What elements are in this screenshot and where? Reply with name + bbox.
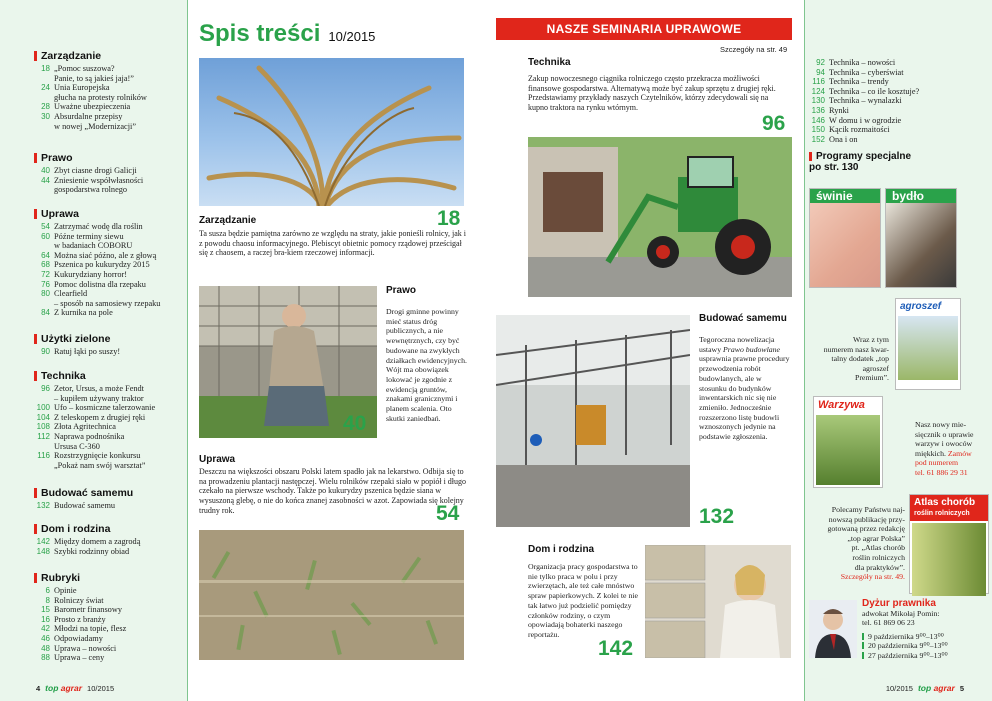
toc-item[interactable]: gospodarstwa rolnego <box>54 185 128 195</box>
toc-item[interactable]: 64 Można siać późno, ale z głową <box>41 250 157 260</box>
toc-item[interactable]: 72 Kukurydziany horror! <box>41 269 128 279</box>
toc-section-title: Dom i rodzina <box>36 523 184 535</box>
topagrar-logo: top agrar <box>45 683 83 693</box>
toc-item[interactable]: 80 Clearfield <box>41 289 88 299</box>
topagrar-logo: top agrar <box>917 683 955 693</box>
issue-number: 10/2015 <box>87 683 115 693</box>
page-title <box>199 20 375 48</box>
issue-number: 10/2015 <box>885 683 913 693</box>
feature-text-uprawa: Deszczu na większości obszaru Polski latem spadło jak na lekarstwo. Odbija się to na prowadzeniu plantacji następczej. Wielu rolników rzepaki siało w popiół i długo czekało na pierwsze wschody. Także po kukurydzy pszenica będzie siana w wysuszoną glebę, o nie do końca znanej zasobności w azot. Zapowiada się kolejny trudny rok. <box>199 467 467 515</box>
toc-section-title: Budować samemu <box>36 487 184 499</box>
feature-title-technika: Technika <box>528 57 571 68</box>
toc-item[interactable]: 48 Uprawa – nowości <box>41 643 117 653</box>
rubric-item[interactable]: 146 W domu i w ogrodzie <box>811 115 902 125</box>
seedlings-photo <box>199 530 464 660</box>
lawyer-title: Dyżur prawnika <box>862 598 936 609</box>
cover-bydlo[interactable]: bydło <box>885 188 957 288</box>
toc-item[interactable]: 46 Odpowiadamy <box>41 633 103 643</box>
toc-item[interactable]: 44 Zniesienie współwłasności <box>41 175 144 185</box>
toc-item[interactable]: – kupiłem używany traktor <box>54 393 144 403</box>
warzywa-text: Nasz nowy mie- sięcznik o uprawie warzyw i owoców miękkich. Zamów pod numerem tel. 61 886 29 31 <box>915 420 974 477</box>
toc-item[interactable]: 132 Budować samemu <box>36 501 116 510</box>
toc-item[interactable]: 42 Młodzi na topie, flesz <box>41 624 127 634</box>
feature-text-dom: Organizacja pracy gospodarstwa to nie tylko praca w polu i przy zwierzętach, ale też całe mnóstwo spraw papierkowych. Z kolei te nie tak łatwo już podzielić pomiędzy członków rodziny, o czym opowiadają bohaterki naszego reportażu. <box>528 562 638 639</box>
toc-item[interactable]: 148 Szybki rodzinny obiad <box>36 546 130 556</box>
toc-item[interactable]: – sposób na samosiewy rzepaku <box>54 298 161 308</box>
toc-item[interactable]: 90 Ratuj łąki po suszy! <box>41 347 121 356</box>
right-sidebar <box>804 0 992 701</box>
page-number: 5 <box>959 683 964 693</box>
toc-item[interactable]: 16 Prosto z branży <box>41 614 106 624</box>
programs-heading: Programy specjalne po str. 130 <box>809 151 912 173</box>
toc-item[interactable]: 18 „Pomoc suszowa? <box>41 64 115 73</box>
toc-section <box>36 208 184 318</box>
toc-section <box>36 152 184 195</box>
toc-title: Spis treści <box>199 20 321 47</box>
feature-text-technika: Zakup nowoczesnego ciągnika rolniczego często przekracza możliwości finansowe gospodarstwa. Alternatywą może być zakup sprzętu z drugiej ręki. Przedstawiamy przykłady naszych Czytelników, którzy zdecydowali się na kupno traktora na rynku wtórnym. <box>528 74 776 113</box>
toc-item[interactable]: 30 Absurdalne przepisy <box>41 111 123 121</box>
toc-item[interactable]: w nowej „Modernizacji” <box>54 121 137 131</box>
toc-section <box>36 572 184 663</box>
seminars-details[interactable]: Szczegóły na str. 49 <box>720 45 788 54</box>
drought-corn-photo <box>199 58 464 206</box>
toc-issue: 10/2015 <box>328 29 376 44</box>
rubric-item[interactable]: 124 Technika – co ile kosztuje? <box>811 86 920 96</box>
toc-section-title: Prawo <box>36 152 184 164</box>
toc-item[interactable]: 15 Barometr finansowy <box>41 605 122 615</box>
feature-page-uprawa: 54 <box>436 502 460 525</box>
cover-agroszef[interactable]: agroszef <box>895 298 961 390</box>
feature-page-technika: 96 <box>762 112 786 135</box>
feature-title-prawo: Prawo <box>386 285 417 296</box>
rubric-item[interactable]: 94 Technika – cyberświat <box>816 67 904 77</box>
page-number: 4 <box>36 683 41 693</box>
feature-page-dom: 142 <box>598 637 634 660</box>
feature-page-budowac: 132 <box>699 505 735 528</box>
feature-text-budowac: Tegoroczna nowelizacja ustawy Prawo budowlane usprawnia prawne procedury przewodzenia robót budowlanych, ale w stosunku do budynków inwentarskich nic się nie zmieniło. Jednocześnie rozszerzono listę budowli wznoszonych jedynie na podstawie zgłoszenia. <box>699 335 790 442</box>
feature-title-dom: Dom i rodzina <box>528 544 595 555</box>
rubric-item[interactable]: 136 Rynki <box>811 105 849 115</box>
barn-construction-photo <box>496 315 690 527</box>
feature-text-zarzadzanie: Ta susza będzie pamiętna zarówno ze względu na straty, jakie ponieśli rolnicy, jak i z powodu chaosu informacyjnego. Plebiscyt obietnic pomocy rządowej prześcigał się z chaosem, a raczej bra-kiem rzeczowej informacji. <box>199 229 466 258</box>
feature-text-prawo: Drogi gminne powinny mieć status dróg publicznych, a nie wewnętrznych, czy być budowane na zwykłych działkach ewidencyjnych. Wójt ma obowiązek lokować je zgodnie z ewidencją gruntów, znakami granicznymi i planem scalenia. Oto skutki zaniedbań. <box>386 307 467 423</box>
rubric-item[interactable]: 92 Technika – nowości <box>816 58 896 67</box>
lawyer-photo <box>809 600 857 658</box>
toc-item[interactable]: 54 Zatrzymać wodę dla roślin <box>41 222 143 231</box>
toc-item[interactable]: 108 Złota Agritechnica <box>36 422 116 432</box>
toc-section <box>36 333 184 357</box>
toc-item[interactable]: w badaniach COBORU <box>54 241 133 251</box>
left-sidebar <box>0 0 188 701</box>
right-footer <box>886 683 964 693</box>
toc-item[interactable]: 88 Uprawa – ceny <box>41 653 105 663</box>
agroszef-text: Wraz z tym numerem nasz kwar- talny dodatek „top agroszef Premium”. <box>823 335 889 383</box>
rubric-list <box>809 58 989 144</box>
toc-item[interactable]: 40 Zbyt ciasne drogi Galicji <box>41 166 137 175</box>
toc-item[interactable]: 6 Opinie <box>45 586 77 595</box>
toc-item[interactable]: 116 Rozstrzygnięcie konkursu <box>37 451 141 461</box>
feature-title-zarzadzanie: Zarządzanie <box>199 215 257 226</box>
toc-section-title: Zarządzanie <box>36 50 184 62</box>
toc-item[interactable]: głucha na protesty rolników <box>54 92 147 102</box>
toc-item[interactable]: 28 Uważne ubezpieczenia <box>41 102 131 112</box>
lawyer-box: Dyżur prawnika adwokat Mikołaj Pomin: tel. 61 869 06 23 9 października 9⁰⁰–13⁰⁰ 20 października 9⁰⁰–13⁰⁰ 27 października 9⁰⁰–13⁰⁰ <box>862 598 990 660</box>
toc-section <box>36 487 184 511</box>
cover-warzywa[interactable]: Warzywa <box>813 396 883 488</box>
toc-item[interactable]: 60 Późne terminy siewu <box>41 231 124 241</box>
feature-page-zarzadzanie: 18 <box>437 207 461 230</box>
tractor-photo <box>528 137 792 297</box>
toc-item[interactable]: 84 Z kurnika na pole <box>41 308 113 318</box>
rubric-item[interactable]: 150 Kącik rozmaitości <box>811 125 890 135</box>
rubric-item[interactable]: 116 Technika – trendy <box>812 77 889 87</box>
toc-item[interactable]: 76 Pomoc dolistna dla rzepaku <box>41 279 146 289</box>
toc-item[interactable]: 112 Naprawa podnośnika <box>37 431 125 441</box>
toc-section <box>36 523 184 556</box>
toc-item[interactable]: Ursusa C-360 <box>54 441 100 451</box>
rubric-item[interactable]: 130 Technika – wynalazki <box>811 96 902 106</box>
office-woman-photo <box>645 545 791 658</box>
toc-item[interactable]: 104 Z teleskopem z drugiej ręki <box>36 412 146 422</box>
cover-swinie[interactable]: świnie <box>809 188 881 288</box>
toc-item[interactable]: 8 Rolniczy świat <box>45 595 104 605</box>
toc-section-title: Rubryki <box>36 572 184 584</box>
feature-page-prawo: 40 <box>343 412 367 435</box>
seminars-banner[interactable]: NASZE SEMINARIA UPRAWOWE <box>496 18 792 40</box>
feature-title-uprawa: Uprawa <box>199 454 236 465</box>
left-footer <box>36 683 114 693</box>
toc-section-title: Technika <box>36 370 184 382</box>
toc-section-title: Użytki zielone <box>36 333 184 345</box>
toc-item[interactable]: 24 Unia Europejska <box>41 83 110 93</box>
cover-atlas[interactable]: Atlas chorób roślin rolniczych <box>909 494 989 594</box>
atlas-text: Polecamy Państwu naj- nowszą publikację przy- gotowaną przez redakcję „top agrar Polska” pt. „Atlas chorób roślin rolniczych dla praktyków”. Szczegóły na str. 49. <box>827 505 905 582</box>
toc-item[interactable]: 100 Ufo – kosmiczne talerzowanie <box>36 403 156 413</box>
feature-title-budowac: Budować samemu <box>699 313 787 324</box>
toc-section-title: Uprawa <box>36 208 184 220</box>
toc-item[interactable]: 142 Między domem a zagrodą <box>36 537 141 546</box>
toc-item[interactable]: 68 Pszenica po kukurydzy 2015 <box>41 260 150 270</box>
toc-section <box>36 370 184 470</box>
toc-item[interactable]: 96 Zetor, Ursus, a może Fendt <box>41 384 144 393</box>
toc-section <box>36 50 184 131</box>
toc-item[interactable]: Panie, to są jakieś jaja!” <box>54 73 134 83</box>
toc-item[interactable]: „Pokaż nam swój warsztat” <box>54 460 146 470</box>
rubric-item[interactable]: 152 Ona i on <box>811 134 858 144</box>
